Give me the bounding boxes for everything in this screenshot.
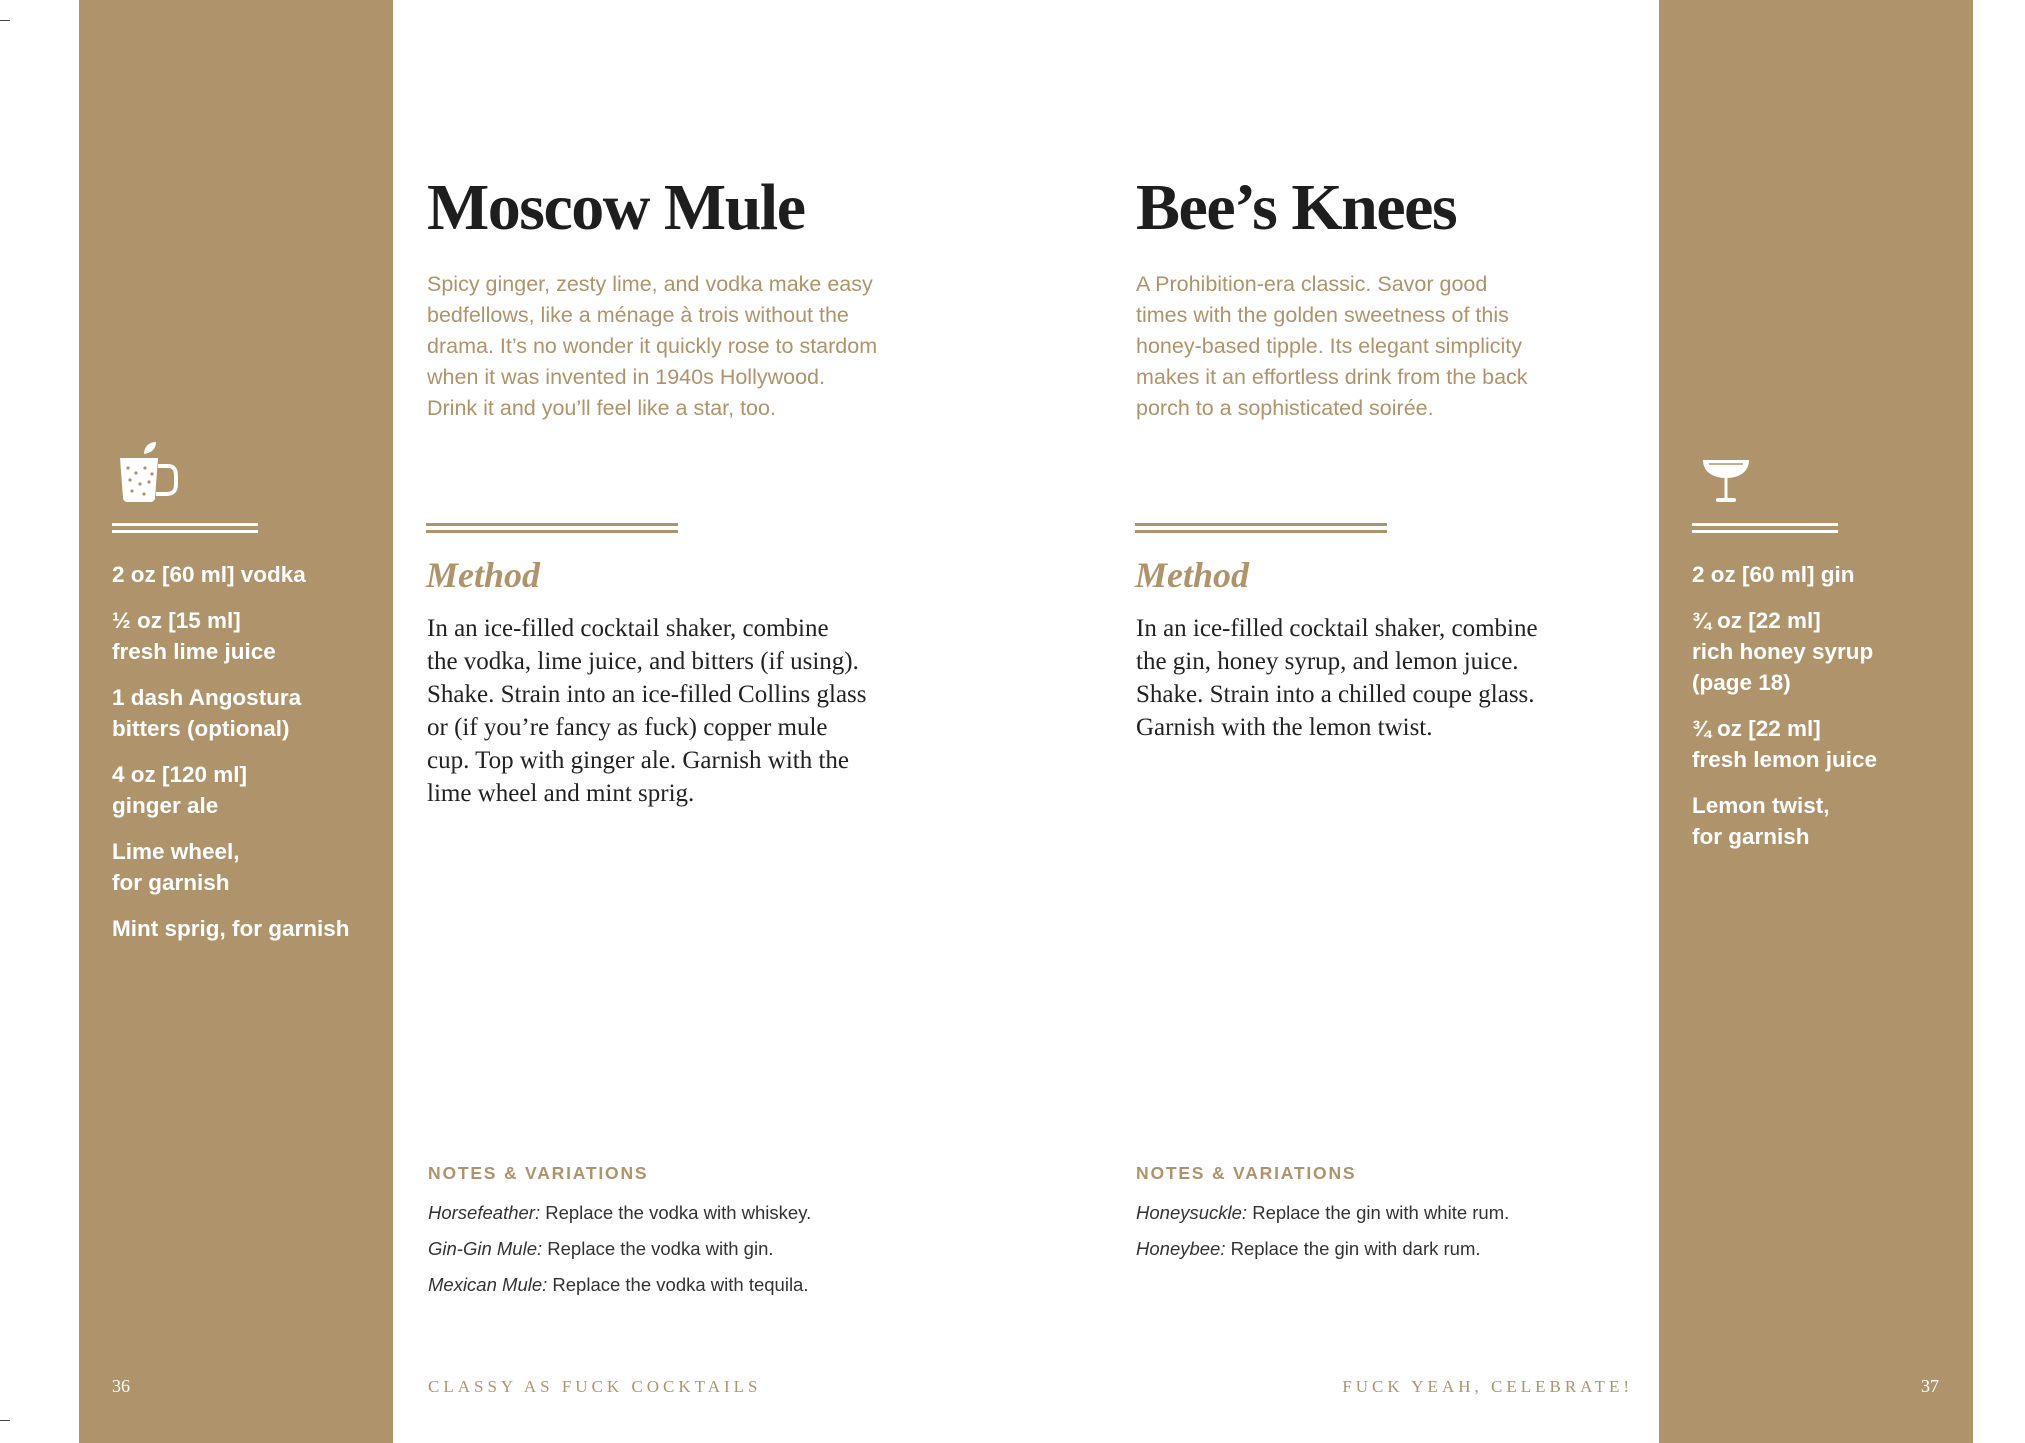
variation-item <box>428 1195 908 1231</box>
variation-text: Replace the gin with dark rum. <box>1225 1238 1481 1259</box>
bees-knees-notes-heading: NOTES & VARIATIONS <box>1136 1163 1357 1183</box>
bees-knees-title: Bee’s Knees <box>1136 171 1457 244</box>
variation-text: Replace the vodka with whiskey. <box>540 1202 812 1223</box>
ingredient-item: Mint sprig, for garnish <box>112 916 350 941</box>
bees-knees-method-rule <box>1135 523 1387 533</box>
variation-item <box>1136 1231 1616 1267</box>
bees-knees-method-heading: Method <box>1135 555 1250 595</box>
moscow-mule-ingredient-list <box>112 559 382 959</box>
ingredient-item: 4 oz [120 ml] ginger ale <box>112 762 248 818</box>
moscow-mule-notes-list <box>428 1195 908 1303</box>
ingredient-item: 2 oz [60 ml] gin <box>1692 562 1855 587</box>
moscow-mule-intro: Spicy ginger, zesty lime, and vodka make easy bedfellows, like a ménage à trois without the drama. It’s no wonder it quickly rose to stardom when it was invented in 1940s Hollywood. Drink it and you’ll feel like a star, too. <box>427 272 878 420</box>
variation-name: Horsefeather: <box>428 1202 541 1223</box>
left-page-number: 36 <box>112 1376 130 1396</box>
left-running-head: CLASSY AS FUCK COCKTAILS <box>428 1377 762 1396</box>
coupe-glass-icon <box>1701 456 1751 504</box>
variation-item <box>1136 1195 1616 1231</box>
ingredient-item: Lemon twist, for garnish <box>1692 793 1830 849</box>
moscow-mule-method-rule <box>426 523 678 533</box>
ingredient-item: ¾ oz [22 ml] fresh lemon juice <box>1692 716 1878 772</box>
ingredient-item: 1 dash Angostura bitters (optional) <box>112 685 302 741</box>
variation-text: Replace the vodka with tequila. <box>547 1274 809 1295</box>
ingredient-item: ½ oz [15 ml] fresh lime juice <box>112 608 276 664</box>
ingredient-item: 2 oz [60 ml] vodka <box>112 562 306 587</box>
variation-item <box>428 1267 908 1303</box>
variation-text: Replace the gin with white rum. <box>1247 1202 1510 1223</box>
variation-text: Replace the vodka with gin. <box>542 1238 774 1259</box>
moscow-mule-method-heading: Method <box>426 555 541 595</box>
crop-mark <box>0 1420 10 1421</box>
moscow-mule-notes-heading: NOTES & VARIATIONS <box>428 1163 649 1183</box>
bees-knees-method-text: In an ice-filled cocktail shaker, combine the gin, honey syrup, and lemon juice. Shake. Strain into a chilled coupe glass. Garnish with the lemon twist. <box>1136 615 1538 741</box>
bees-knees-intro: A Prohibition-era classic. Savor good times with the golden sweetness of this honey-based tipple. Its elegant simplicity makes it an effortless drink from the back porch to a sophisticated soirée. <box>1136 272 1528 420</box>
moscow-mule-method-text: In an ice-filled cocktail shaker, combine the vodka, lime juice, and bitters (if using). Shake. Strain into an ice-filled Collins glass or (if you’re fancy as fuck) copper mule cup. Top with ginger ale. Garnish with the lime wheel and mint sprig. <box>427 615 867 807</box>
moscow-mule-title: Moscow Mule <box>427 171 805 244</box>
right-ingredient-rule <box>1692 523 1838 533</box>
variation-name: Gin-Gin Mule: <box>428 1238 543 1259</box>
left-ingredient-rule <box>112 523 258 533</box>
copper-mule-mug-icon <box>114 440 178 502</box>
variation-item <box>428 1231 908 1267</box>
bees-knees-notes-list <box>1136 1195 1616 1267</box>
variation-name: Mexican Mule: <box>428 1274 548 1295</box>
ingredient-item: ¾ oz [22 ml] rich honey syrup (page 18) <box>1692 608 1874 695</box>
right-running-head: FUCK YEAH, CELEBRATE! <box>1342 1377 1633 1396</box>
crop-mark <box>0 20 10 21</box>
variation-name: Honeysuckle: <box>1136 1202 1248 1223</box>
bees-knees-ingredient-list <box>1692 559 1962 867</box>
right-page-number: 37 <box>1921 1376 1939 1396</box>
variation-name: Honeybee: <box>1136 1238 1226 1259</box>
ingredient-item: Lime wheel, for garnish <box>112 839 240 895</box>
